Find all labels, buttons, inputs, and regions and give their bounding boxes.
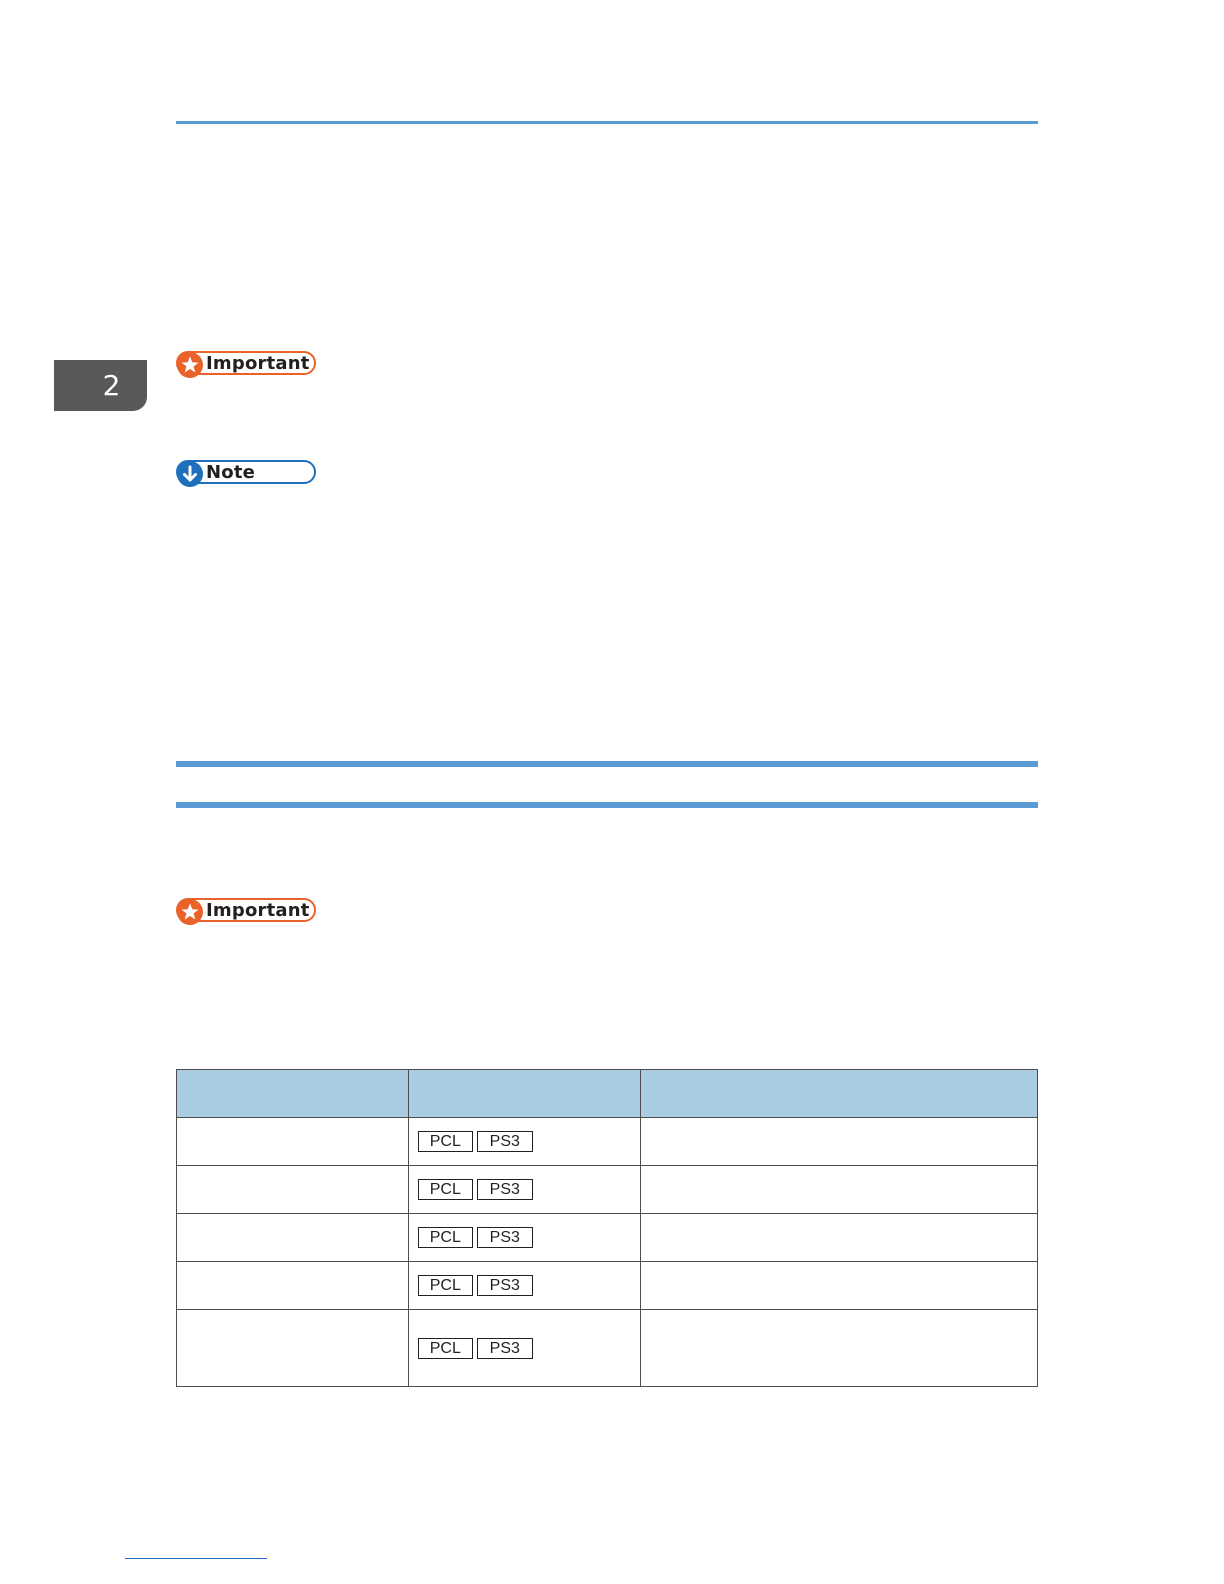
table-row bbox=[177, 1262, 1038, 1310]
driver-tags-cell bbox=[408, 1214, 640, 1262]
section-bar-bottom bbox=[176, 802, 1038, 808]
arrow-down-icon bbox=[177, 461, 203, 487]
description-cell bbox=[640, 1262, 1037, 1310]
ps3-tag: PS3 bbox=[477, 1131, 533, 1152]
table-row bbox=[177, 1214, 1038, 1262]
important-badge bbox=[176, 351, 316, 375]
setting-name-cell bbox=[177, 1262, 409, 1310]
pcl-tag: PCL bbox=[418, 1275, 473, 1296]
table-header-cell bbox=[640, 1070, 1037, 1118]
table-row bbox=[177, 1166, 1038, 1214]
description-cell bbox=[640, 1118, 1037, 1166]
ps3-tag: PS3 bbox=[477, 1338, 533, 1359]
chapter-tab bbox=[54, 360, 147, 411]
ps3-tag: PS3 bbox=[477, 1179, 533, 1200]
ps3-tag: PS3 bbox=[477, 1227, 533, 1248]
table-header-cell bbox=[177, 1070, 409, 1118]
pcl-tag: PCL bbox=[418, 1179, 473, 1200]
setting-name-cell bbox=[177, 1166, 409, 1214]
table-row bbox=[177, 1118, 1038, 1166]
chapter-number: 2 bbox=[102, 369, 121, 402]
footer-link-underline[interactable] bbox=[125, 1558, 267, 1559]
section-bar-top bbox=[176, 761, 1038, 767]
header-rule bbox=[176, 121, 1038, 124]
settings-table bbox=[176, 1069, 1038, 1387]
table-header-cell bbox=[408, 1070, 640, 1118]
description-cell bbox=[640, 1214, 1037, 1262]
setting-name-cell bbox=[177, 1310, 409, 1387]
setting-name-cell bbox=[177, 1118, 409, 1166]
pcl-tag: PCL bbox=[418, 1338, 473, 1359]
table-header-row bbox=[177, 1070, 1038, 1118]
star-icon bbox=[177, 899, 203, 925]
important-badge bbox=[176, 898, 316, 922]
note-badge bbox=[176, 460, 316, 484]
table-row bbox=[177, 1310, 1038, 1387]
description-cell bbox=[640, 1310, 1037, 1387]
pcl-tag: PCL bbox=[418, 1131, 473, 1152]
driver-tags-cell bbox=[408, 1262, 640, 1310]
driver-tags-cell bbox=[408, 1166, 640, 1214]
important-label: Important bbox=[206, 353, 310, 374]
pcl-tag: PCL bbox=[418, 1227, 473, 1248]
note-label: Note bbox=[206, 462, 256, 483]
star-icon bbox=[177, 352, 203, 378]
driver-tags-cell bbox=[408, 1118, 640, 1166]
driver-tags-cell bbox=[408, 1310, 640, 1387]
setting-name-cell bbox=[177, 1214, 409, 1262]
ps3-tag: PS3 bbox=[477, 1275, 533, 1296]
description-cell bbox=[640, 1166, 1037, 1214]
important-label: Important bbox=[206, 900, 310, 921]
